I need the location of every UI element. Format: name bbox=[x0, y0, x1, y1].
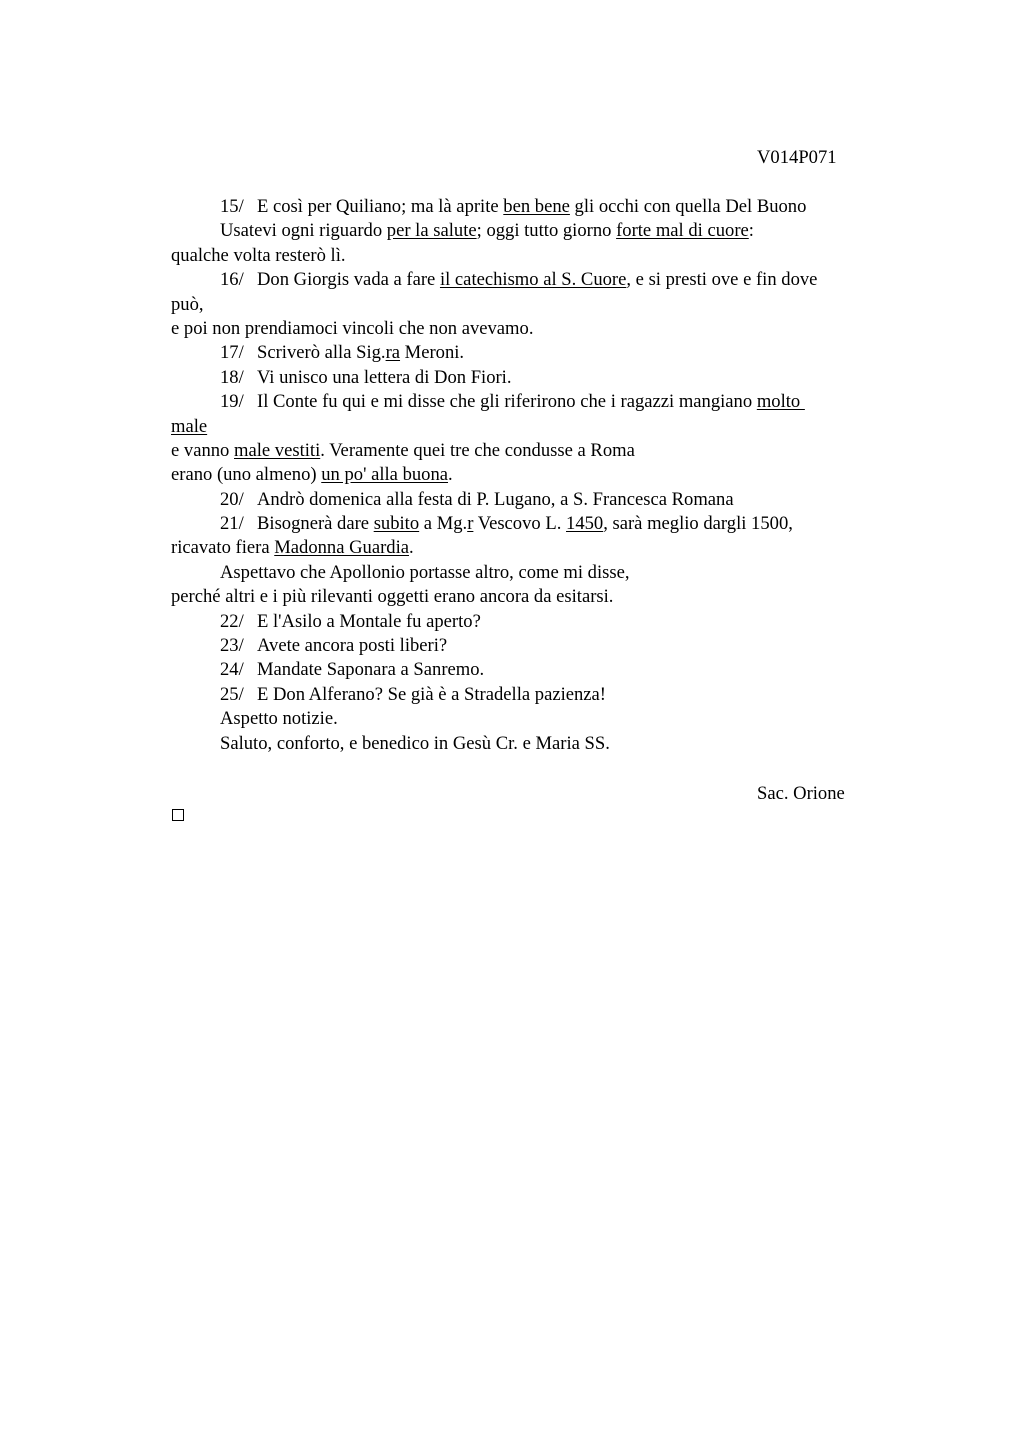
item-25 bbox=[171, 683, 891, 707]
item-21-line3: Aspettavo che Apollonio portasse altro, come mi disse, bbox=[220, 561, 630, 583]
underlined-text: per la salute bbox=[386, 220, 477, 242]
checkbox-square-icon bbox=[172, 809, 184, 821]
item-number: 22/ bbox=[220, 610, 244, 632]
page-identifier: V014P071 bbox=[757, 147, 837, 168]
item-19 bbox=[171, 390, 891, 414]
underlined-text: ben bene bbox=[503, 196, 570, 217]
text-segment: gli occhi con quella Del Buono bbox=[569, 196, 807, 217]
item-19-line4 bbox=[171, 463, 891, 487]
item-number: 24/ bbox=[220, 659, 244, 681]
item-number: 19/ bbox=[220, 391, 244, 413]
underlined-text: male vestiti bbox=[234, 439, 321, 461]
item-16-end: e poi non prendiamoci vincoli che non avevamo. bbox=[171, 317, 534, 339]
letter-body bbox=[171, 195, 891, 756]
text-segment: ; oggi tutto giorno bbox=[476, 220, 617, 242]
item-18 bbox=[171, 366, 891, 390]
item-22 bbox=[171, 610, 891, 634]
text-segment: . Veramente quei tre che condusse a Roma bbox=[320, 439, 635, 461]
text-segment: Bisognerà dare bbox=[257, 513, 374, 535]
item-21 bbox=[171, 512, 891, 536]
item-17 bbox=[171, 341, 891, 365]
item-number: 20/ bbox=[220, 488, 244, 510]
text-segment: erano (uno almeno) bbox=[171, 464, 322, 486]
item-number: 21/ bbox=[220, 513, 244, 535]
text-segment: E così per Quiliano; ma là aprite bbox=[257, 196, 504, 217]
underlined-text: forte mal di cuore bbox=[616, 220, 749, 242]
text-segment: E Don Alferano? Se già è a Stradella pazienza! bbox=[257, 683, 606, 705]
text-segment: Mandate Saponara a Sanremo. bbox=[257, 659, 485, 681]
text-segment: Scriverò alla Sig. bbox=[257, 342, 386, 364]
item-number: 23/ bbox=[220, 635, 244, 657]
underlined-text: molto bbox=[756, 391, 805, 413]
text-segment: Andrò domenica alla festa di P. Lugano, a S. Francesca Romana bbox=[257, 488, 734, 510]
text-segment: Vi unisco una lettera di Don Fiori. bbox=[257, 366, 512, 388]
item-15 bbox=[171, 195, 891, 219]
text-segment: : bbox=[748, 220, 754, 242]
text-segment: Meroni. bbox=[400, 342, 465, 364]
underlined-text: r bbox=[467, 513, 474, 535]
text-segment: ricavato fiera bbox=[171, 537, 275, 559]
item-21-line4: perché altri e i più rilevanti oggetti erano ancora da esitarsi. bbox=[171, 586, 614, 608]
item-24 bbox=[171, 658, 891, 682]
underlined-text: il catechismo al S. Cuore bbox=[439, 269, 627, 291]
item-number: 16/ bbox=[220, 269, 244, 291]
text-segment: , sarà meglio dargli 1500, bbox=[603, 513, 793, 535]
item-number: 18/ bbox=[220, 366, 244, 388]
item-15-cont bbox=[171, 219, 891, 243]
item-19-cont bbox=[171, 415, 891, 439]
item-20 bbox=[171, 488, 891, 512]
signature: Sac. Orione bbox=[757, 783, 845, 804]
text-segment: Vescovo L. bbox=[473, 513, 567, 535]
text-segment: Avete ancora posti liberi? bbox=[257, 635, 448, 657]
underlined-text: 1450 bbox=[566, 513, 604, 535]
closing-line-2: Saluto, conforto, e benedico in Gesù Cr. e Maria SS. bbox=[220, 732, 610, 754]
item-number: 17/ bbox=[220, 342, 244, 364]
closing-line-1: Aspetto notizie. bbox=[220, 708, 338, 730]
text-segment: , e si presti ove e fin dove bbox=[626, 269, 818, 291]
text-segment: Il Conte fu qui e mi disse che gli riferirono che i ragazzi mangiano bbox=[257, 391, 757, 413]
text-segment: Usatevi ogni riguardo bbox=[220, 220, 387, 242]
underlined-text: subito bbox=[373, 513, 420, 535]
text-segment: a Mg. bbox=[419, 513, 468, 535]
item-number: 25/ bbox=[220, 683, 244, 705]
item-19-line3 bbox=[171, 439, 891, 463]
item-21-cont bbox=[171, 536, 891, 560]
text-segment: . bbox=[448, 464, 453, 486]
item-23 bbox=[171, 634, 891, 658]
item-16-cont: può, bbox=[171, 293, 204, 315]
text-segment: Don Giorgis vada a fare bbox=[257, 269, 440, 291]
text-segment: . bbox=[409, 537, 414, 559]
item-15-end: qualche volta resterò lì. bbox=[171, 244, 346, 266]
item-number: 15/ bbox=[220, 196, 244, 217]
text-segment: e vanno bbox=[171, 439, 234, 461]
underlined-text: ra bbox=[385, 342, 401, 364]
underlined-text: un po' alla buona bbox=[321, 464, 449, 486]
text-segment: E l'Asilo a Montale fu aperto? bbox=[257, 610, 481, 632]
item-16 bbox=[171, 268, 891, 292]
underlined-text: male bbox=[171, 415, 208, 437]
underlined-text: Madonna Guardia bbox=[274, 537, 409, 559]
